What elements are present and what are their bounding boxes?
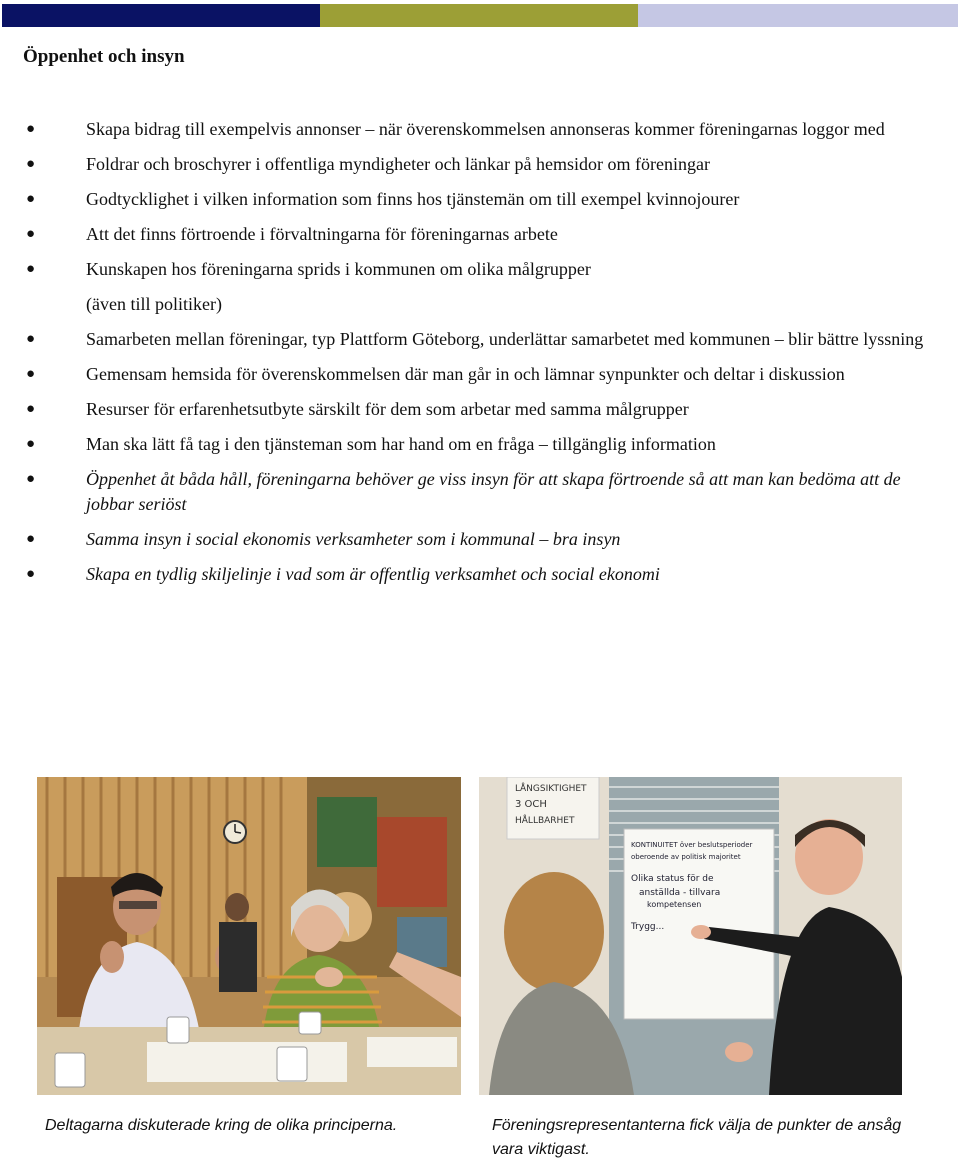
color-bar-navy (2, 4, 320, 27)
bullet-marker-icon: ● (26, 566, 36, 582)
flipchart-line-6: Trygg... (631, 922, 665, 932)
bullet-list (0, 117, 960, 587)
photo-flipchart-voting-illustration (479, 777, 902, 1095)
bullet-text: Resurser för erfarenhetsutbyte särskilt för dem som arbetar med samma målgrupper (86, 399, 689, 419)
bullet-marker-icon: ● (26, 366, 36, 382)
bullet-marker-icon: ● (26, 261, 36, 277)
bullet-item (0, 527, 960, 552)
bullet-item (0, 467, 960, 517)
bullet-text: Gemensam hemsida för överenskommelsen där man går in och lämnar synpunkter och deltar i diskussion (86, 364, 845, 384)
bullet-continuation (0, 292, 960, 317)
bullet-text: Skapa bidrag till exempelvis annonser – när överenskommelsen annonseras kommer föreningarnas loggor med (86, 119, 885, 139)
sign-line-3: HÅLLBARHET (515, 816, 575, 826)
bullet-text: Samarbeten mellan föreningar, typ Plattform Göteborg, underlättar samarbetet med kommunen – blir bättre lyssning (86, 329, 924, 349)
bullet-item (0, 432, 960, 457)
bullet-marker-icon: ● (26, 156, 36, 172)
bullet-marker-icon: ● (26, 401, 36, 417)
bullet-item (0, 117, 960, 142)
sign-line-1: LÅNGSIKTIGHET (515, 784, 587, 794)
bullet-marker-icon: ● (26, 191, 36, 207)
photo-meeting-discussion-illustration (37, 777, 461, 1095)
flipchart-line-4: anställda - tillvara (639, 888, 721, 898)
bullet-item (0, 327, 960, 352)
bullet-text: Godtycklighet i vilken information som finns hos tjänstemän om till exempel kvinnojourer (86, 189, 740, 209)
bullet-item (0, 362, 960, 387)
bullet-item (0, 222, 960, 247)
bullet-text: Samma insyn i social ekonomis verksamheter som i kommunal – bra insyn (86, 529, 621, 549)
caption-right: Föreningsrepresentanterna fick välja de punkter de ansåg vara viktigast. (492, 1117, 902, 1158)
photo-flipchart-voting (479, 777, 902, 1095)
bullet-item (0, 187, 960, 212)
bullet-marker-icon: ● (26, 436, 36, 452)
bullet-marker-icon: ● (26, 531, 36, 547)
sign-line-2: 3 OCH (515, 799, 547, 810)
bullet-item (0, 257, 960, 282)
bullet-text: Att det finns förtroende i förvaltningarna för föreningarnas arbete (86, 224, 558, 244)
bullet-text: Skapa en tydlig skiljelinje i vad som är offentlig verksamhet och social ekonomi (86, 564, 660, 584)
bullet-marker-icon: ● (26, 121, 36, 137)
flipchart-line-1: KONTINUITET över beslutsperioder (631, 841, 753, 849)
color-bar-olive (320, 4, 638, 27)
bullet-item (0, 397, 960, 422)
flipchart-line-5: kompetensen (647, 900, 702, 909)
bullet-text: Man ska lätt få tag i den tjänsteman som har hand om en fråga – tillgänglig information (86, 434, 716, 454)
bullet-text: Öppenhet åt båda håll, föreningarna behöver ge viss insyn för att skapa förtroende så att man kan bedöma att de jobbar seriöst (86, 469, 901, 514)
bullet-marker-icon: ● (26, 471, 36, 487)
caption-left: Deltagarna diskuterade kring de olika principerna. (45, 1117, 398, 1134)
bullet-marker-icon: ● (26, 331, 36, 347)
bullet-item (0, 152, 960, 177)
bullet-text: (även till politiker) (86, 294, 222, 314)
bullet-text: Kunskapen hos föreningarna sprids i kommunen om olika målgrupper (86, 259, 591, 279)
bullet-text: Foldrar och broschyrer i offentliga myndigheter och länkar på hemsidor om föreningar (86, 154, 710, 174)
flipchart-line-3: Olika status för de (631, 874, 714, 884)
header-color-bar (2, 4, 958, 27)
flipchart-line-2: oberoende av politisk majoritet (631, 853, 741, 861)
bullet-item (0, 562, 960, 587)
bullet-marker-icon: ● (26, 226, 36, 242)
section-heading: Öppenhet och insyn (23, 46, 185, 67)
color-bar-lavender (638, 4, 958, 27)
photo-meeting-discussion (37, 777, 461, 1095)
